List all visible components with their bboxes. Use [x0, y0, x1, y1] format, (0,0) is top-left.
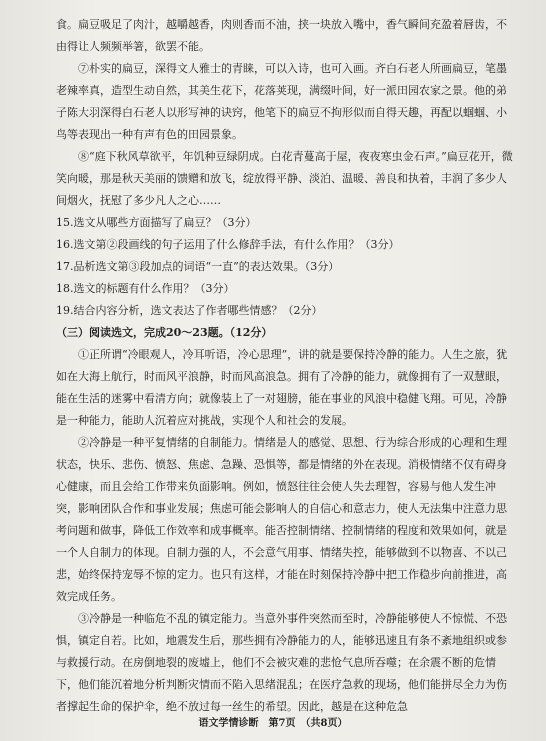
section-heading: （三）阅读选文，完成20～23题。（12分） [56, 326, 273, 339]
page-content [56, 14, 514, 718]
essay-paragraph-1: ①正所谓“冷眼观人，冷耳听语，冷心思理”，讲的就是要保持冷静的能力。人生之旅，犹如在大海上航行，时而风平浪静，时而风高浪急。拥有了冷静的能力，就像拥有了一双慧眼，能在生活的迷雾中看清方向；就像装上了一对翅膀，能在事业的风浪中稳健飞翔。可见，冷静是一种能力，能助人沉着应对挑战，实现个人和社会的发展。 [56, 348, 508, 427]
paragraph-7: ⑦朴实的扁豆，深得文人雅士的青睐，可以入诗，也可入画。齐白石老人所画扁豆，笔墨老辣率真，造型生动自然，其美生花下，花落荚现，满缀叶间，好一派田园农家之景。他的弟子陈大羽深得白石老人以形写神的诀窍，他笔下的扁豆不拘形似而自得天趣，再配以蝈蝈、小鸟等表现出一种有声有色的田园景象。 [56, 62, 507, 141]
question-18: 18.选文的标题有什么作用？（3分） [56, 282, 235, 295]
question-15: 15.选文从哪些方面描写了扁豆？（3分） [56, 216, 257, 229]
essay-paragraph-2: ②冷静是一种平复情绪的自制能力。情绪是人的感觉、思想、行为综合形成的心理和生理状态，快乐、悲伤、愤怒、焦虑、急躁、恐惧等，都是情绪的外在表现。消极情绪不仅有碍身心健康，而且会给工作带来负面影响。例如，愤怒往往会使人失去理智，容易与他人发生冲突，影响团队合作和事业发展；焦虑可能会影响人的自信心和意志力，使人无法集中注意力思考问题和做事，降低工作效率和成事概率。能否控制情绪、控制情绪的程度和效果如何，就是一个人自制力的体现。自制力强的人，不会意气用事、情绪失控，能够做到不以物喜、不以己悲，始终保持宠辱不惊的定力。也只有这样，才能在时刻保持冷静中把工作稳步向前推进，高效完成任务。 [56, 436, 507, 603]
page-footer: 语文学情诊断 第7页 （共8页） [198, 718, 348, 729]
question-19: 19.结合内容分析，选文表达了作者哪些情感？（2分） [56, 304, 323, 317]
paragraph-continued: 食。扁豆吸足了肉汁，越嚼越香，肉则香而不油，挟一块放入嘴中，香气瞬间充盈着唇齿，不由得让人频频举箸，欲罢不能。 [56, 18, 507, 53]
essay-paragraph-3: ③冷静是一种临危不乱的镇定能力。当意外事件突然而至时，冷静能够使人不惊慌、不恐惧，镇定自若。比如，地震发生后，那些拥有冷静能力的人，能够迅速且有条不紊地组织或参与救援行动。在房倒地裂的废墟上，他们不会被灾难的悲怆气息所吞噬；在余震不断的危情下，他们能沉着地分析判断灾情而不陷入思绪混乱；在医疗急救的现场，他们能拼尽全力为伤者撑起生命的保护伞，绝不放过每一丝生的希望。因此，越是在这种危急 [56, 612, 507, 713]
question-17: 17.品析选文第③段加点的词语“一直”的表达效果。（3分） [56, 260, 340, 273]
question-16: 16.选文第②段画线的句子运用了什么修辞手法，有什么作用？（3分） [56, 238, 400, 251]
paragraph-8: ⑧“庭下秋风草欲平，年饥种豆绿阴成。白花青蔓高于屋，夜夜寒虫金石声。”扁豆花开，微笑向暖，那是秋天美丽的馈赠和放飞，绽放得平静、淡泊、温暖、善良和执着，丰润了多少人间烟火，抚慰了多少凡人之心…… [56, 150, 513, 207]
